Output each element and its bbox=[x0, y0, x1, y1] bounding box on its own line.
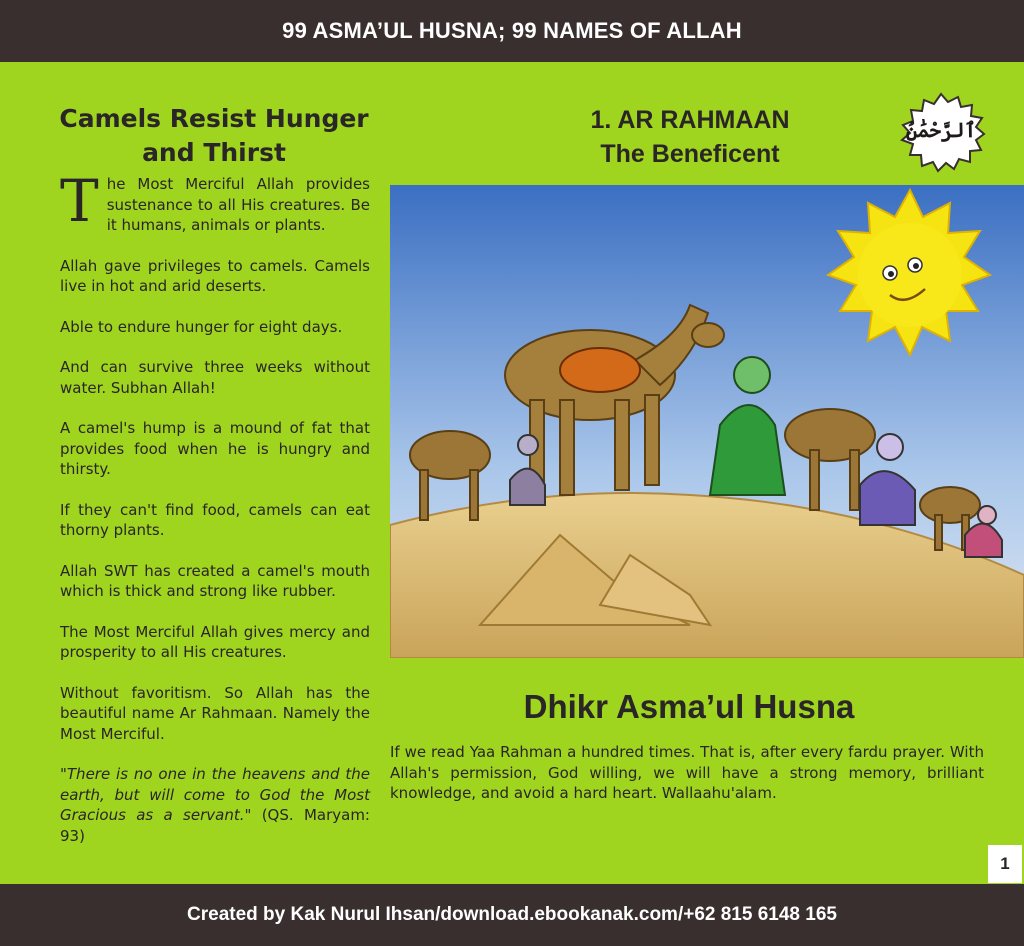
article-title bbox=[58, 102, 370, 170]
footer-credit: Created by Kak Nurul Ihsan/download.ebookanak.com/+62 815 6148 165 bbox=[187, 904, 837, 925]
article-paragraph: Able to endure hunger for eight days. bbox=[60, 317, 343, 336]
article-paragraph: If they can't find food, camels can eat thorny plants. bbox=[60, 500, 370, 539]
article-paragraph: A camel's hump is a mound of fat that provides food when he is hungry and thirsty. bbox=[60, 419, 370, 478]
article-paragraph: And can survive three weeks without water. Subhan Allah! bbox=[60, 358, 370, 397]
quote-text: "There is no one in the heavens and the earth, but will come to God the Most Gracious as a servant." bbox=[60, 765, 370, 824]
article-title-line2: and Thirst bbox=[142, 138, 286, 167]
desert-caravan-illustration bbox=[390, 185, 1024, 658]
arabic-seal-badge bbox=[896, 92, 986, 174]
article-paragraph-text: he Most Merciful Allah provides sustenance to all His creatures. Be it humans, animals or plants. bbox=[106, 175, 370, 234]
dhikr-heading: Dhikr Asma’ul Husna bbox=[523, 688, 855, 725]
name-title-line1: 1. AR RAHMAAN bbox=[590, 106, 790, 134]
page-number: 1 bbox=[988, 845, 1022, 883]
seal-arabic-text: ٱلرَّحْمَٰنُ bbox=[905, 118, 977, 142]
article-paragraph: Allah gave privileges to camels. Camels live in hot and arid deserts. bbox=[60, 256, 370, 295]
quote-reference: (QS. Maryam: 93) bbox=[60, 806, 370, 845]
dropcap-letter: T bbox=[60, 167, 99, 235]
quran-quote bbox=[60, 764, 370, 846]
header-title: 99 ASMA’UL HUSNA; 99 NAMES OF ALLAH bbox=[282, 18, 742, 43]
article-paragraph bbox=[60, 167, 370, 236]
article-title-line1: Camels Resist Hunger bbox=[59, 104, 369, 133]
dhikr-paragraph: If we read Yaa Rahman a hundred times. That is, after every fardu prayer. With Allah's permission, God willing, we will have a strong memory, brilliant knowledge, and avoid a hard heart. Wallaahu'alam. bbox=[390, 743, 984, 802]
article-paragraph: The Most Merciful Allah gives mercy and prosperity to all His creatures. bbox=[60, 622, 370, 661]
name-title-line2: The Beneficent bbox=[600, 140, 780, 168]
name-title bbox=[540, 103, 840, 171]
article-column bbox=[60, 102, 370, 866]
caravan-scene-image bbox=[390, 185, 1024, 658]
footer-bar bbox=[0, 884, 1024, 946]
article-paragraph: Allah SWT has created a camel's mouth which is thick and strong like rubber. bbox=[60, 561, 370, 600]
article-paragraph: Without favoritism. So Allah has the beautiful name Ar Rahmaan. Namely the Most Merciful. bbox=[60, 683, 370, 743]
header-bar bbox=[0, 0, 1024, 62]
